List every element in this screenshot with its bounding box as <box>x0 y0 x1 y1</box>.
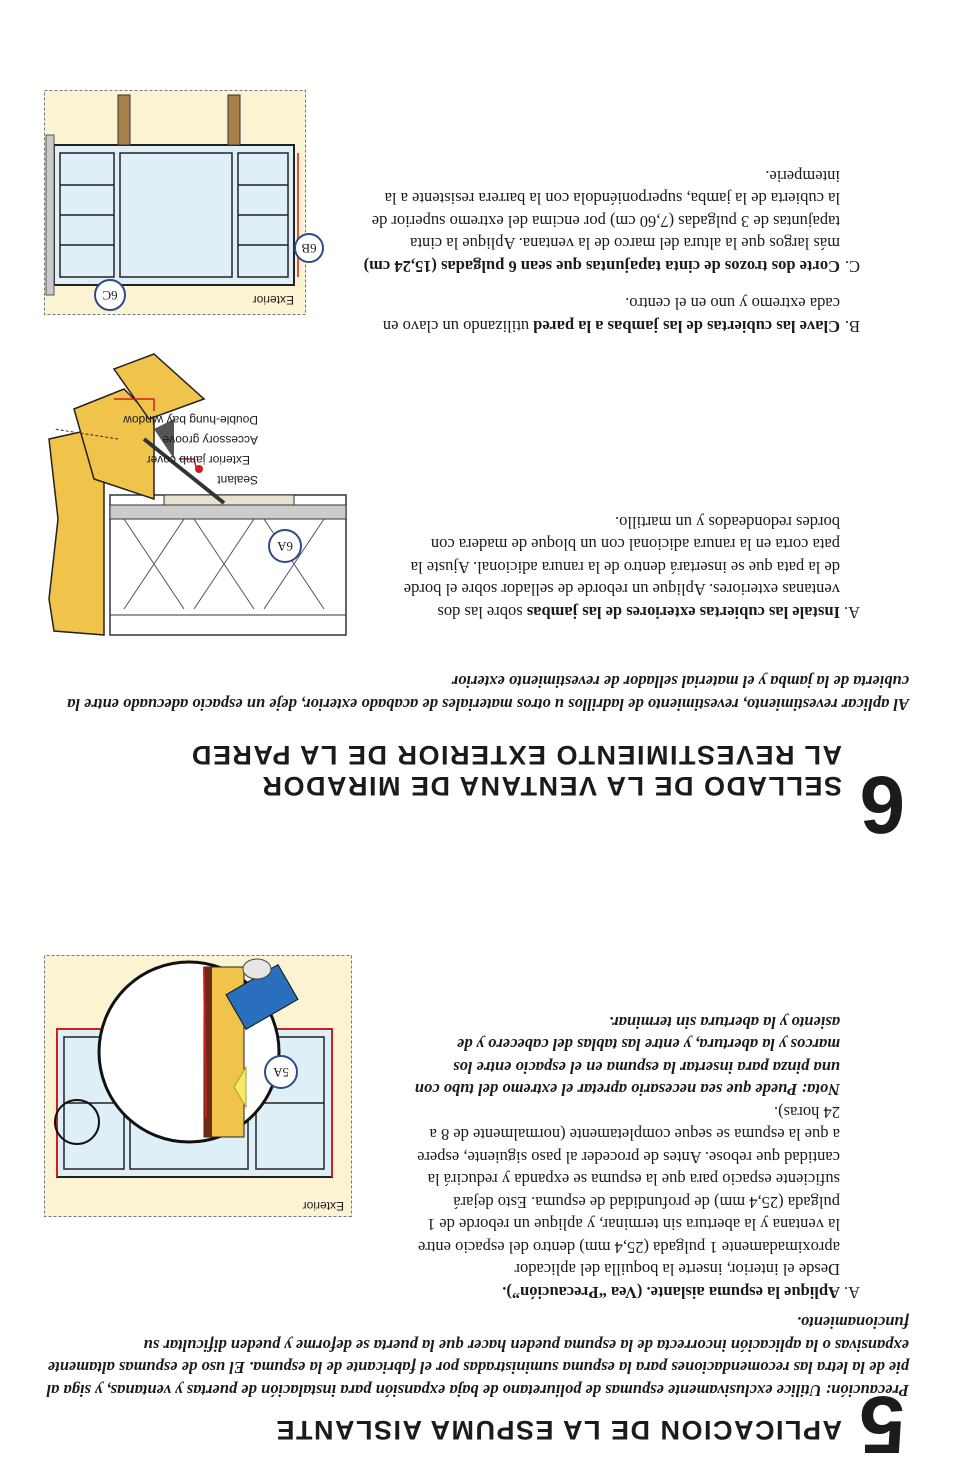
step-6b-text <box>360 292 840 337</box>
step-6c-text <box>360 165 840 278</box>
step-5a-note: Nota: Puede que sea necesario apretar el extremo del tubo con una pinza para insertar la espuma en el espacio entre los marcos y la abertura, y entre las tablas del cabecero y de asiento y la abertura sin terminar. <box>414 1013 840 1100</box>
figure-6a-drawing <box>44 349 354 639</box>
step-6c-letter: C. <box>844 257 860 276</box>
step-5a-bold: Aplique la espuma aislante. (Vea “Precaución”). <box>502 1283 840 1302</box>
step-number-6: 6 <box>859 759 905 850</box>
figure-6c-drawing <box>44 90 306 315</box>
figure-6b-badge: 6B <box>294 233 324 263</box>
figure-5a-badge: 5A <box>264 1055 298 1089</box>
step-6a-bold: Instale las cubiertas exteriores de las jambas <box>526 603 840 622</box>
section-6-title-line1: SELLADO DE LA VENTANA DE MIRADOR <box>261 771 842 801</box>
label-accessory-groove: Accessory groove <box>162 433 258 447</box>
step-6c-body: más largos que la altura del marco de la ventana. Aplique la cinta tapajuntas de 3 pulgadas (7,60 cm) por encima del extremo superior de la cubierta de la jamba, superponiéndola con la barrera resistente a la intemperie. <box>371 167 840 254</box>
step-6b-body: utilizando un clavo en cada extremo y uno en el centro. <box>382 294 840 336</box>
step-6c-bold: Corte dos trozos de cinta tapajuntas que sean 6 pulgadas (15,24 cm) <box>363 257 840 276</box>
figure-6c-exterior-label: Exterior <box>252 293 294 307</box>
step-number-5: 5 <box>859 1379 905 1470</box>
figure-6a-badge: 6A <box>268 529 302 563</box>
figure-5a <box>44 955 352 1217</box>
figure-5a-exterior-label: Exterior <box>302 1199 344 1213</box>
step-6a-letter: A. <box>843 603 860 622</box>
step-5a-text <box>410 1011 840 1304</box>
caution-note: Precaución: Utilice exclusivamente espumas de poliuretano de baja expansión para instalación de puertas y ventanas, y siga al pie de la letra las recomendaciones para la espuma suministradas por el fabricante de la espuma. El uso de espumas altamente expansivas o la aplicación incorrecta de la espuma pueden hacer que la puerta se deforme y pueden dificultar su funcionamiento. <box>46 1313 909 1400</box>
step-6a-body: sobre las dos ventanas exteriores. Aplique un reborde de sellador sobre el borde de la pata que se insertará dentro de la ranura adicional. Ajuste la pata corta en la ranura adicional con un bloque de madera con bordes redondeados y un martillo. <box>403 513 840 622</box>
label-double-hung-bay-window: Double-hung bay window <box>123 413 258 427</box>
siding-note: Al aplicar revestimiento, revestimiento de ladrillos u otros materiales de acabado exterior, deje un espacio adecuado entre la cubierta de la jamba y el material sellador de revestimiento exterior <box>67 672 909 714</box>
figure-6a <box>44 349 354 639</box>
step-6b-bold: Clave las cubiertas de las jambas a la pared <box>533 317 840 336</box>
section-5-title: APLICACION DE LA ESPUMA AISLANTE <box>274 1415 842 1445</box>
label-sealant: Sealant <box>217 473 258 487</box>
figure-6c <box>44 90 317 315</box>
step-6b-letter: B. <box>844 317 860 336</box>
section-6-title-line2: AL REVESTIMIENTO EXTERIOR DE LA PARED <box>190 740 842 770</box>
figure-6c-badge: 6C <box>94 279 126 311</box>
label-exterior-jamb-cover: Exterior jamb cover <box>146 453 250 467</box>
figure-5a-drawing <box>44 955 352 1217</box>
step-5a-letter: A. <box>843 1283 860 1302</box>
step-6a-text <box>394 511 840 624</box>
step-5a-body: Desde el interior, inserte la boquilla del aplicador aproximadamente 1 pulgada (25,4 mm) dentro del espacio entre la ventana y la abertura sin terminar, y aplique un reborde de 1 pulgada (25,4 mm) de profundidad de espuma. Esto dejará suficiente espacio para que la espuma se expanda y reducirá la cantidad que rebose. Antes de proceder al paso siguiente, espere a que la espuma se seque completamente (normalmente de 8 a 24 horas). <box>417 1103 840 1280</box>
